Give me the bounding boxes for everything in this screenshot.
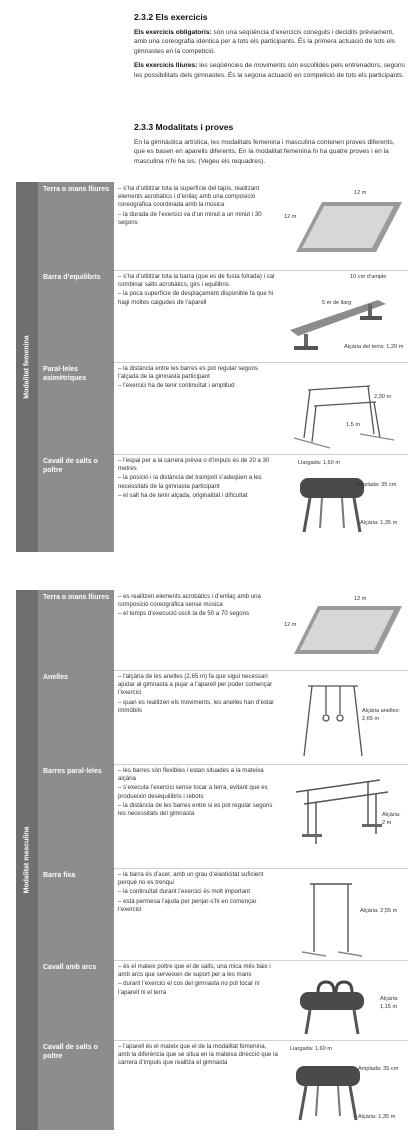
description xyxy=(118,457,278,501)
fig-label: 12 m xyxy=(354,190,367,196)
fig-label: Amplada: 35 cm xyxy=(356,482,397,488)
balance-beam-figure xyxy=(282,274,406,358)
lliures-text: les seqüències de moviments són escollides pels entrenadors, segons les possibilitats dels gimnastes. És la segona actuació en competició de tots els participants. xyxy=(134,62,405,79)
category-name: Terra o mans lliures xyxy=(43,186,110,193)
description xyxy=(118,963,278,998)
description xyxy=(118,673,278,716)
category-cell xyxy=(38,1040,114,1130)
vault-horse-figure xyxy=(282,1044,406,1128)
category-name: Paral·leles asimètriques xyxy=(43,366,87,382)
masculina-table xyxy=(16,590,408,1130)
pommel-horse-figure xyxy=(294,966,399,1038)
fig-label: Alçària: xyxy=(382,812,401,818)
obligatoris-text: són una seqüència d’exercicis coneguts i decidits prèviament, amb una coreografia idèntica per a tots els participants. És la primera actuació de tots els gimnastes en la competició. xyxy=(134,29,395,55)
obligatoris-paragraph xyxy=(134,28,406,56)
description xyxy=(118,185,278,228)
femenina-row-cavall xyxy=(38,454,408,552)
description xyxy=(118,593,278,620)
desc-item: – s’ha d’utilitzar tota la barra (que es de fusta folrada) i cal combinar salts acrobàtics, girs i equilibris xyxy=(118,273,275,289)
masculina-row-cavall-arcs xyxy=(38,960,408,1041)
femenina-label: Modalitat femenina xyxy=(23,335,31,399)
desc-item: – es realitzen elements acrobàtics i d’enllaç amb una composició coreogràfica sense música xyxy=(118,593,261,609)
category-cell xyxy=(38,270,114,362)
desc-item: – la barra és d’acer, amb un grau d’elasticitat suficient perquè no es trenqui xyxy=(118,871,264,887)
category-cell xyxy=(38,590,114,670)
category-cell xyxy=(38,868,114,960)
desc-item: – és el mateix poltre que el de salts, una mica més baix i amb arcs que serveixen de suport per a les mans xyxy=(118,963,271,979)
category-cell xyxy=(38,362,114,454)
category-name: Terra o mans lliures xyxy=(43,594,110,601)
category-name: Cavall de salts o poltre xyxy=(43,458,98,474)
desc-item: – la distància entre les barres es pot regular segons l’alçada de la gimnasta participant xyxy=(118,365,258,381)
category-cell xyxy=(38,960,114,1040)
desc-item: – la posició i la distància del trampolí s’adeqüen a les necessitats de la gimnasta participant xyxy=(118,474,262,490)
lliures-term: Els exercicis lliures: xyxy=(134,62,198,70)
desc-item: – l’espai per a la carrera prèvia o d’impuls és de 20 a 30 metres xyxy=(118,457,270,473)
modalitats-paragraph: En la gimnàstica artística, les modalitats femenina i masculina contenen proves diferents, que es basen en aparells diferents. En la modalitat femenina hi ha quatre proves i en la masculina n’hi ha sis. (Vegeu els requadres). xyxy=(134,139,395,165)
fig-label: Alçària: 2,55 m xyxy=(360,908,398,914)
fig-label: Llargada: 1,60 m xyxy=(290,1046,332,1052)
exercicis-section xyxy=(134,12,406,80)
category-name: Barra fixa xyxy=(43,872,76,879)
desc-item: – el temps d’execució oscil·la de 50 a 70 segons xyxy=(118,610,250,618)
description xyxy=(118,767,278,819)
exercicis-heading: 2.3.2 Els exercicis xyxy=(134,12,208,22)
fig-label: Alçària: xyxy=(380,996,399,1002)
desc-item: – quan es realitzen els moviments, les anelles han d’estar immòbils xyxy=(118,698,275,714)
desc-item: – la distància de les barres entre si es pot regular segons les necessitats del gimnasta xyxy=(118,801,273,818)
fig-label: 2,65 m xyxy=(362,716,380,722)
vault-horse-figure xyxy=(282,458,406,546)
fig-label: 1,5 m xyxy=(346,422,360,428)
category-cell xyxy=(38,454,114,552)
category-cell xyxy=(38,182,114,270)
desc-item: – l’aparell és el mateix que el de la modalitat femenina, amb la diferència que se situa en la mateixa direcció que la carrera d’impuls que realitza el gimnasta xyxy=(118,1043,278,1067)
parallel-bars-figure xyxy=(290,772,401,852)
fig-label: Amplada: 35 cm xyxy=(358,1066,399,1072)
fig-label: Llargada: 1,60 m xyxy=(298,460,340,466)
desc-item: – la durada de l’exercici va d’un minut a un minut i 30 segons xyxy=(118,210,262,226)
desc-item: – està permesa l’ajuda per penjar-s’hi en començar l’exercici xyxy=(118,897,257,913)
fig-label: Alçària: 1,35 m xyxy=(358,1114,396,1120)
femenina-table xyxy=(16,182,408,552)
desc-item: – la poca superfície de desplaçament disponible fa que hi hagi moltes caigudes de l’aparell xyxy=(118,290,274,306)
fig-label: 12 m xyxy=(284,214,297,220)
category-name: Barres paral·leles xyxy=(43,768,102,775)
modalitats-heading: 2.3.3 Modalitats i proves xyxy=(134,122,234,132)
masculina-row-terra xyxy=(38,590,408,671)
description xyxy=(118,1043,278,1069)
fig-label: 5 m de llarg xyxy=(322,300,352,306)
category-cell xyxy=(38,764,114,868)
masculina-row-anelles xyxy=(38,670,408,765)
rings-figure xyxy=(298,674,400,760)
masculina-sidebar xyxy=(16,590,38,1130)
desc-item: – l’exercici ha de tenir continuïtat i amplitud xyxy=(118,382,235,390)
femenina-row-paraleles xyxy=(38,362,408,455)
uneven-bars-figure xyxy=(290,368,400,450)
desc-item: – l’alçària de les anelles (2,65 m) fa que sigui necessari ajudar al gimnasta a pujar a l’aparell per poder començar l’exercici xyxy=(118,673,273,697)
fig-label: Alçària: 1,35 m xyxy=(360,520,398,526)
desc-item: – durant l’exercici el cos del gimnasta no pot tocar ni l’aparell ni el terra xyxy=(118,980,260,996)
floor-mat-figure xyxy=(282,188,404,266)
category-name: Cavall de salts o poltre xyxy=(43,1044,98,1060)
desc-item: – les barres són flexibles i estan situades a la mateixa alçària xyxy=(118,767,264,783)
floor-mat-figure xyxy=(282,594,406,666)
modalitats-section xyxy=(134,122,406,166)
femenina-sidebar xyxy=(16,182,38,552)
masculina-row-barres xyxy=(38,764,408,869)
fig-label: 2,30 m xyxy=(374,394,392,400)
description xyxy=(118,871,278,915)
fig-label: 10 cm d’ample xyxy=(350,274,387,280)
fig-label: Alçària anelles: xyxy=(362,708,400,714)
masculina-label: Modalitat masculina xyxy=(23,826,31,894)
high-bar-figure xyxy=(300,874,398,958)
desc-item: – s’ha d’utilitzar tota la superfície del tapís, realitzant elements acrobàtics i d’enllaç amb una composició coreogràfica coordinada amb la música xyxy=(118,185,260,209)
masculina-row-cavall-salts xyxy=(38,1040,408,1130)
fig-label: 2 m xyxy=(382,820,392,826)
femenina-row-barra xyxy=(38,270,408,363)
desc-item: – el salt ha de tenir alçada, originalitat i dificultat xyxy=(118,491,248,499)
category-name: Anelles xyxy=(43,674,68,681)
obligatoris-term: Els exercicis obligatoris: xyxy=(134,29,212,36)
fig-label: 12 m xyxy=(354,596,367,602)
fig-label: 12 m xyxy=(284,622,297,628)
desc-item: – la continuïtat durant l’exercici és molt important xyxy=(118,888,251,896)
femenina-row-terra xyxy=(38,182,408,271)
masculina-row-barra-fixa xyxy=(38,868,408,961)
category-name: Barra d’equilibris xyxy=(43,274,101,281)
description xyxy=(118,365,278,392)
category-cell xyxy=(38,670,114,764)
lliures-paragraph xyxy=(134,61,406,80)
fig-label: 1,15 m xyxy=(380,1004,398,1010)
desc-item: – s’executa l’exercici sense tocar a terra, evitant que es produeixin desequilibris i rebots xyxy=(118,784,268,800)
description xyxy=(118,273,278,308)
category-name: Cavall amb arcs xyxy=(43,964,97,971)
fig-label: Alçària del terra: 1,20 m xyxy=(344,344,404,350)
